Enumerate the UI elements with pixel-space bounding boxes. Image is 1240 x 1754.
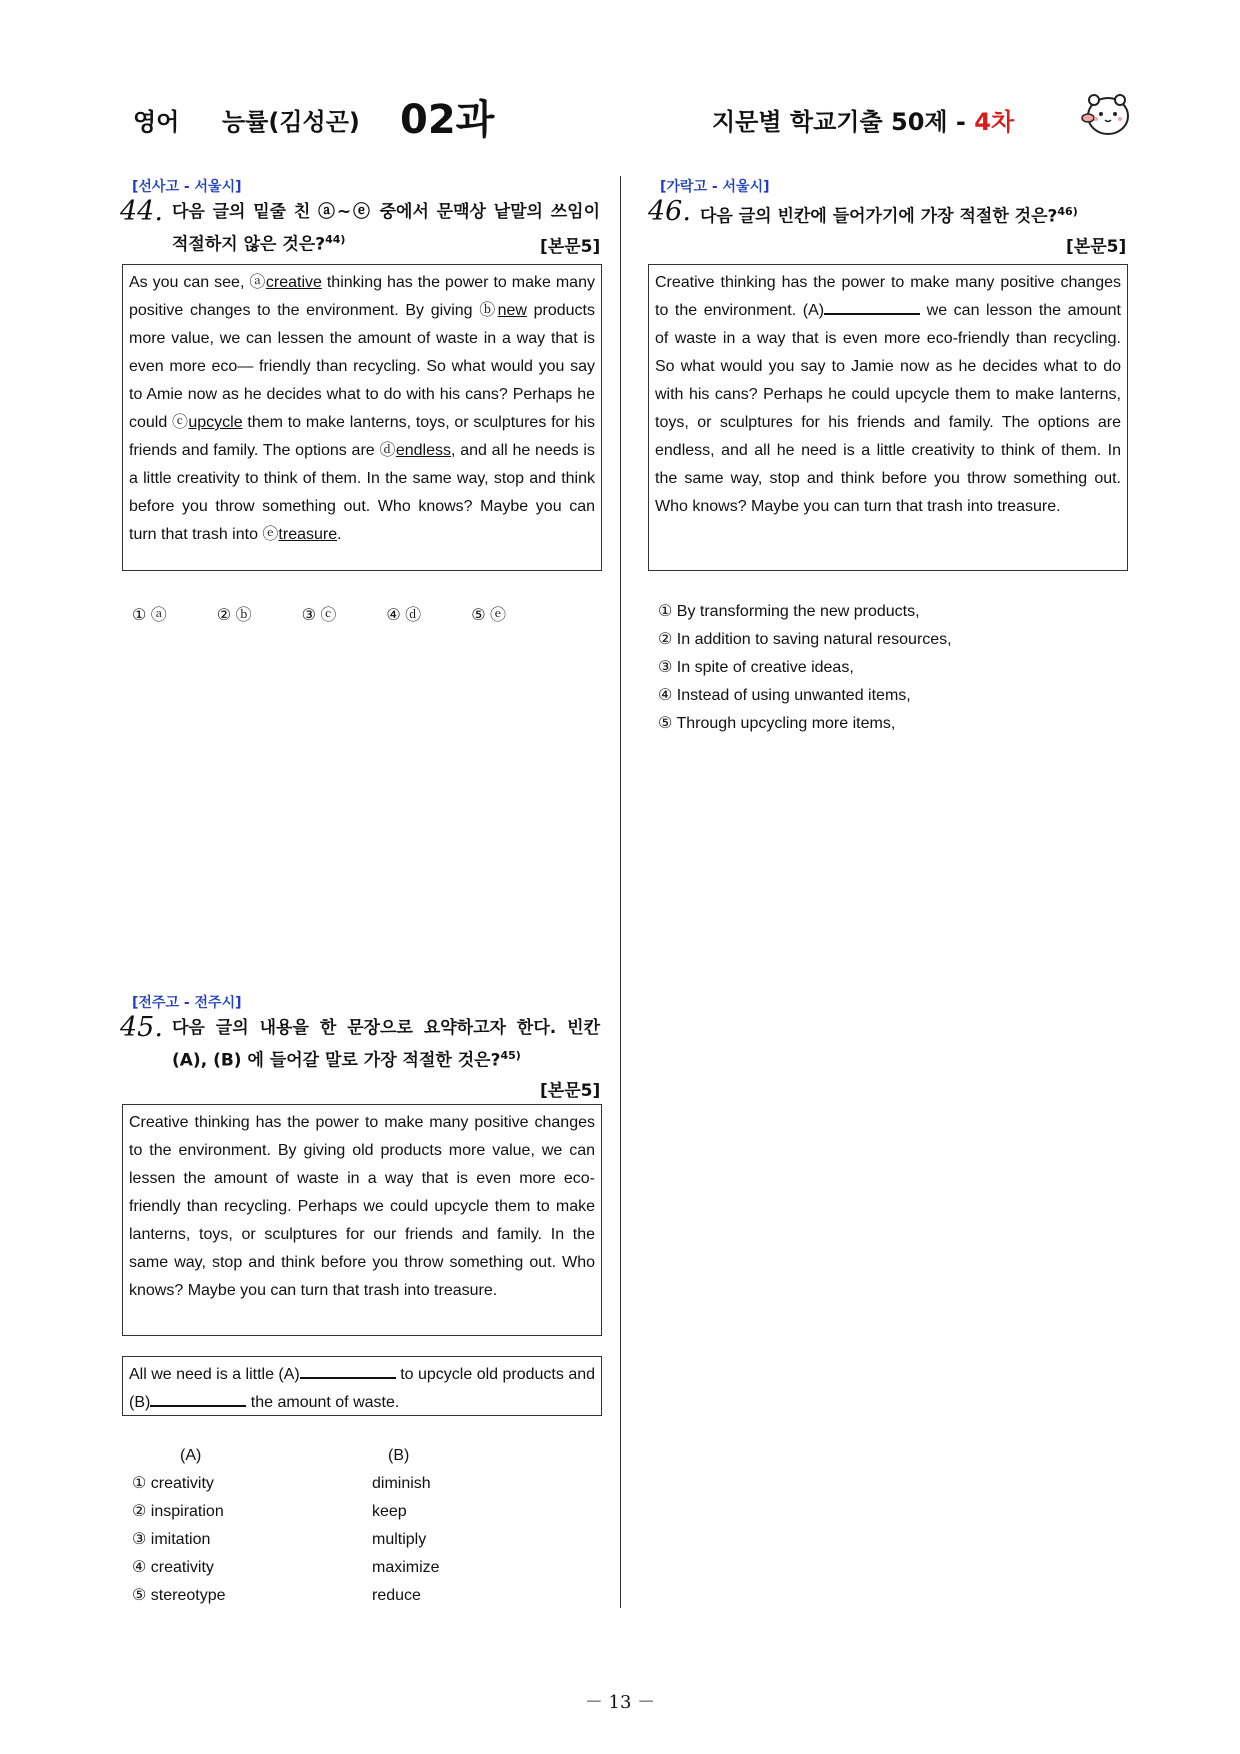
q45-summary-text-1: All we need is a little (A) bbox=[129, 1366, 300, 1383]
q44-mark-e: ⓔ bbox=[262, 526, 279, 543]
q44-passage-text-5: , and all he needs is a little creativity to think of them. In the same way, stop and think before you throw something out. Who knows? Maybe you can turn that trash into bbox=[129, 442, 595, 543]
q45-option-1-a: ① creativity bbox=[132, 1475, 214, 1492]
q45-column-a: (A) bbox=[180, 1447, 202, 1464]
q45-tag: [본문5] bbox=[540, 1081, 601, 1101]
q44-underline-a: creative bbox=[265, 274, 322, 291]
q46-question-text: 다음 글의 빈칸에 들어가기에 가장 적절한 것은? bbox=[700, 206, 1058, 227]
q44-number: 44. bbox=[120, 196, 163, 227]
q44-mark-d: ⓓ bbox=[379, 442, 396, 459]
q46-blank-a bbox=[824, 299, 920, 315]
q45-source: [전주고 - 전주시] bbox=[132, 995, 242, 1011]
q45-option-1-b: diminish bbox=[372, 1475, 431, 1492]
page-number: － 13 － bbox=[584, 1692, 656, 1713]
q45-options bbox=[132, 1442, 440, 1610]
q46-passage-text-1: Creative thinking has the power to make many positive changes to the environment. (A) bbox=[655, 274, 1121, 319]
q44-option-5[interactable]: ⑤ ⓔ bbox=[471, 607, 506, 624]
subject-label: 영어 bbox=[133, 108, 180, 136]
q45-summary bbox=[122, 1356, 602, 1416]
q45-option-5-a: ⑤ stereotype bbox=[132, 1587, 226, 1604]
q44-underline-c: upcycle bbox=[188, 414, 243, 431]
q45-option-5[interactable] bbox=[132, 1582, 440, 1610]
q46-option-2[interactable]: ② In addition to saving natural resources, bbox=[658, 631, 952, 648]
q44-options bbox=[132, 602, 556, 625]
q45-summary-text-3: the amount of waste. bbox=[246, 1394, 400, 1411]
q46-footnote: 46) bbox=[1057, 205, 1078, 218]
q45-option-3-a: ③ imitation bbox=[132, 1531, 211, 1548]
q44-passage-text-2: thinking has the power to make many positive changes to the environment. By giving bbox=[129, 274, 595, 319]
q45-option-3-b: multiply bbox=[372, 1531, 427, 1548]
q45-option-2-a: ② inspiration bbox=[132, 1503, 224, 1520]
q44-tag: [본문5] bbox=[540, 237, 601, 257]
q45-options-header bbox=[132, 1442, 440, 1470]
q44-question bbox=[172, 198, 600, 259]
q45-option-4-a: ④ creativity bbox=[132, 1559, 214, 1576]
q44-passage-text-3: products more value, we can lessen the amount of waste in a way that is even more eco— friendly than recycling. So what would you say to Amie now as he decides what to do with his cans? Perhaps he could bbox=[129, 302, 595, 431]
lesson-label: 02과 bbox=[400, 97, 495, 143]
series-title: 지문별 학교기출 50제 - bbox=[712, 108, 966, 136]
q46-option-3[interactable]: ③ In spite of creative ideas, bbox=[658, 659, 854, 676]
q44-underline-b: new bbox=[497, 302, 527, 319]
q45-blank-a bbox=[300, 1363, 396, 1379]
q46-option-5[interactable]: ⑤ Through upcycling more items, bbox=[658, 715, 896, 732]
q46-options bbox=[658, 598, 952, 738]
q44-footnote: 44) bbox=[325, 233, 346, 246]
q44-option-3[interactable]: ③ ⓒ bbox=[301, 607, 337, 624]
q44-question-text: 다음 글의 밑줄 친 ⓐ~ⓔ 중에서 문맥상 낱말의 쓰임이 적절하지 않은 것은? bbox=[172, 202, 600, 255]
q45-option-2[interactable] bbox=[132, 1498, 440, 1526]
q44-mark-b: ⓑ bbox=[479, 302, 498, 319]
q45-column-b: (B) bbox=[388, 1447, 410, 1464]
q44-mark-a: ⓐ bbox=[249, 274, 266, 291]
q46-number: 46. bbox=[648, 196, 691, 227]
q46-option-4[interactable]: ④ Instead of using unwanted items, bbox=[658, 687, 911, 704]
mascot-icon bbox=[1080, 88, 1132, 140]
q45-footnote: 45) bbox=[500, 1049, 521, 1062]
q45-option-4[interactable] bbox=[132, 1554, 440, 1582]
q45-option-4-b: maximize bbox=[372, 1559, 440, 1576]
q45-option-5-b: reduce bbox=[372, 1587, 421, 1604]
q44-passage-text-1: As you can see, bbox=[129, 274, 250, 291]
q45-question-text: 다음 글의 내용을 한 문장으로 요약하고자 한다. 빈칸 (A), (B) 에 들어갈 말로 가장 적절한 것은? bbox=[172, 1018, 600, 1071]
q46-question bbox=[700, 198, 1128, 231]
textbook-label: 능률(김성곤) bbox=[222, 108, 360, 136]
q44-option-4[interactable]: ④ ⓓ bbox=[386, 607, 422, 624]
q45-option-3[interactable] bbox=[132, 1526, 440, 1554]
round-label: 4차 bbox=[974, 108, 1015, 136]
q44-passage-text-4: them to make lanterns, toys, or sculptures for his friends and family. The options are bbox=[129, 414, 595, 459]
q44-option-2[interactable]: ② ⓑ bbox=[216, 607, 252, 624]
q44-underline-e: treasure bbox=[278, 526, 338, 543]
q44-passage-text-6: . bbox=[337, 526, 342, 543]
q45-summary-text-2: to upcycle old products and (B) bbox=[129, 1366, 596, 1411]
column-divider bbox=[620, 176, 621, 1608]
q44-mark-c: ⓒ bbox=[172, 414, 189, 431]
page-header bbox=[0, 88, 1240, 148]
q45-option-2-b: keep bbox=[372, 1503, 407, 1520]
q46-tag: [본문5] bbox=[1066, 237, 1127, 257]
q45-number: 45. bbox=[120, 1012, 163, 1043]
q46-passage-text-2: we can lesson the amount of waste in a way that is even more eco-friendly than recycling. So what would you say to Jamie now as he decides what to do with his cans? Perhaps he could upcycle them to make lanterns, toys, or sculptures for his friends and family. The options are endless, and all he need is a little creativity to think of them. In the same way, stop and think before you throw something out. Who knows? Maybe you can turn that trash into treasure. bbox=[655, 302, 1121, 515]
series-label bbox=[712, 102, 1014, 137]
q45-question bbox=[172, 1014, 600, 1075]
q46-passage bbox=[648, 264, 1128, 571]
q45-option-1[interactable] bbox=[132, 1470, 440, 1498]
q45-passage: Creative thinking has the power to make many positive changes to the environment. By giving old products more value, we can lessen the amount of waste in a way that is even more eco-friendly than recycling. Perhaps we could upcycle them to make lanterns, toys, or sculptures for our friends and family. In the same way, stop and think before you throw something out. Who knows? Maybe you can turn that trash into treasure. bbox=[122, 1104, 602, 1336]
q45-blank-b bbox=[150, 1391, 246, 1407]
q44-underline-d: endless bbox=[395, 442, 451, 459]
q46-option-1[interactable]: ① By transforming the new products, bbox=[658, 603, 920, 620]
q44-passage bbox=[122, 264, 602, 571]
q46-source: [가락고 - 서울시] bbox=[660, 179, 770, 195]
q44-source: [선사고 - 서울시] bbox=[132, 179, 242, 195]
q44-option-1[interactable]: ① ⓐ bbox=[132, 607, 167, 624]
